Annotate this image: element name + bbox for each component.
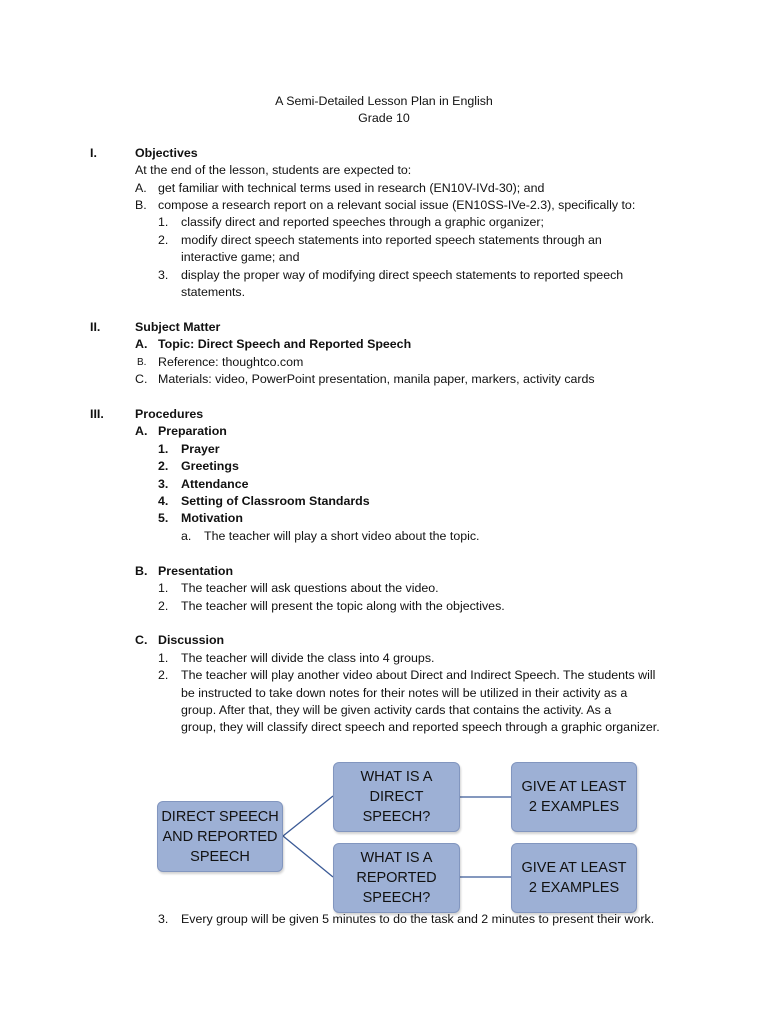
presentation-heading: Presentation [158, 564, 234, 578]
diagram-root-label: DIRECT SPEECH AND REPORTED SPEECH [161, 808, 279, 865]
diagram-question-label: WHAT IS A DIRECT SPEECH? [360, 769, 433, 825]
discussion-marker: 2. [158, 668, 169, 682]
section-numeral-objectives: I. [90, 146, 97, 160]
preparation-item: Motivation [181, 511, 243, 525]
preparation-marker: 5. [158, 511, 169, 525]
subject-marker: B. [137, 357, 147, 368]
preparation-item: Setting of Classroom Standards [181, 494, 370, 508]
subject-materials: Materials: video, PowerPoint presentation, manila paper, markers, activity cards [158, 372, 595, 386]
objective-text: compose a research report on a relevant social issue (EN10SS-IVe-2.3), specifically to: [158, 198, 636, 212]
discussion-marker: 3. [158, 912, 169, 926]
sub-objective-marker: 1. [158, 215, 169, 229]
sub-objective-text: display the proper way of modifying direct speech statements to reported speech [181, 268, 624, 282]
procedure-marker: A. [135, 424, 148, 438]
procedure-marker: C. [135, 633, 148, 647]
diagram-question-label: WHAT IS A REPORTED SPEECH? [356, 850, 437, 906]
grade-level: Grade 10 [358, 111, 410, 125]
connector-root-q2 [283, 836, 333, 877]
preparation-item: Prayer [181, 442, 220, 456]
preparation-marker: 1. [158, 442, 169, 456]
section-heading-procedures: Procedures [135, 407, 204, 421]
diagram-answer-label: GIVE AT LEAST 2 EXAMPLES [521, 779, 627, 815]
preparation-heading: Preparation [158, 424, 227, 438]
section-heading-objectives: Objectives [135, 146, 198, 160]
presentation-item: The teacher will ask questions about the video. [181, 581, 439, 595]
diagram-answer-box [511, 843, 637, 913]
subject-reference: Reference: thoughtco.com [158, 355, 304, 369]
preparation-marker: 2. [158, 459, 169, 473]
sub-objective-marker: 2. [158, 233, 169, 247]
objective-text: get familiar with technical terms used in research (EN10V-IVd-30); and [158, 181, 545, 195]
sub-objective-text: classify direct and reported speeches through a graphic organizer; [181, 215, 544, 229]
motivation-text: The teacher will play a short video about the topic. [204, 529, 480, 543]
objectives-intro: At the end of the lesson, students are expected to: [135, 163, 412, 177]
section-numeral-procedures: III. [90, 407, 104, 421]
subject-marker: C. [135, 372, 148, 386]
discussion-item: group. After that, they will be given activity cards that contains the activity. As a [181, 703, 612, 717]
presentation-item: The teacher will present the topic along with the objectives. [181, 599, 505, 613]
preparation-item: Attendance [181, 477, 249, 491]
discussion-item: group, they will classify direct speech and reported speech through a graphic organizer. [181, 720, 660, 734]
preparation-marker: 4. [158, 494, 169, 508]
motivation-marker: a. [181, 529, 192, 543]
section-heading-subject: Subject Matter [135, 320, 221, 334]
preparation-marker: 3. [158, 477, 169, 491]
diagram-question-box [333, 843, 460, 913]
connector-root-q1 [283, 796, 333, 836]
preparation-item: Greetings [181, 459, 239, 473]
discussion-heading: Discussion [158, 633, 225, 647]
presentation-marker: 1. [158, 581, 169, 595]
presentation-marker: 2. [158, 599, 169, 613]
diagram-answer-box [511, 762, 637, 832]
discussion-item: be instructed to take down notes for their notes will be utilized in their activity as a [181, 686, 628, 700]
subject-marker: A. [135, 337, 148, 351]
diagram-root-box [157, 801, 283, 872]
discussion-marker: 1. [158, 651, 169, 665]
sub-objective-text: modify direct speech statements into reported speech statements through an [181, 233, 602, 247]
sub-objective-text: interactive game; and [181, 250, 300, 264]
objective-marker: A. [135, 181, 147, 195]
procedure-marker: B. [135, 564, 148, 578]
document-title: A Semi-Detailed Lesson Plan in English [275, 94, 493, 108]
subject-topic: Topic: Direct Speech and Reported Speech [158, 337, 412, 351]
sub-objective-text: statements. [181, 285, 246, 299]
diagram-answer-label: GIVE AT LEAST 2 EXAMPLES [521, 860, 627, 896]
discussion-item: The teacher will play another video about Direct and Indirect Speech. The students will [181, 668, 656, 682]
objective-marker: B. [135, 198, 147, 212]
sub-objective-marker: 3. [158, 268, 169, 282]
diagram-question-box [333, 762, 460, 832]
discussion-item: The teacher will divide the class into 4 groups. [181, 651, 435, 665]
section-numeral-subject: II. [90, 320, 101, 334]
discussion-item: Every group will be given 5 minutes to do the task and 2 minutes to present their work. [181, 912, 655, 926]
